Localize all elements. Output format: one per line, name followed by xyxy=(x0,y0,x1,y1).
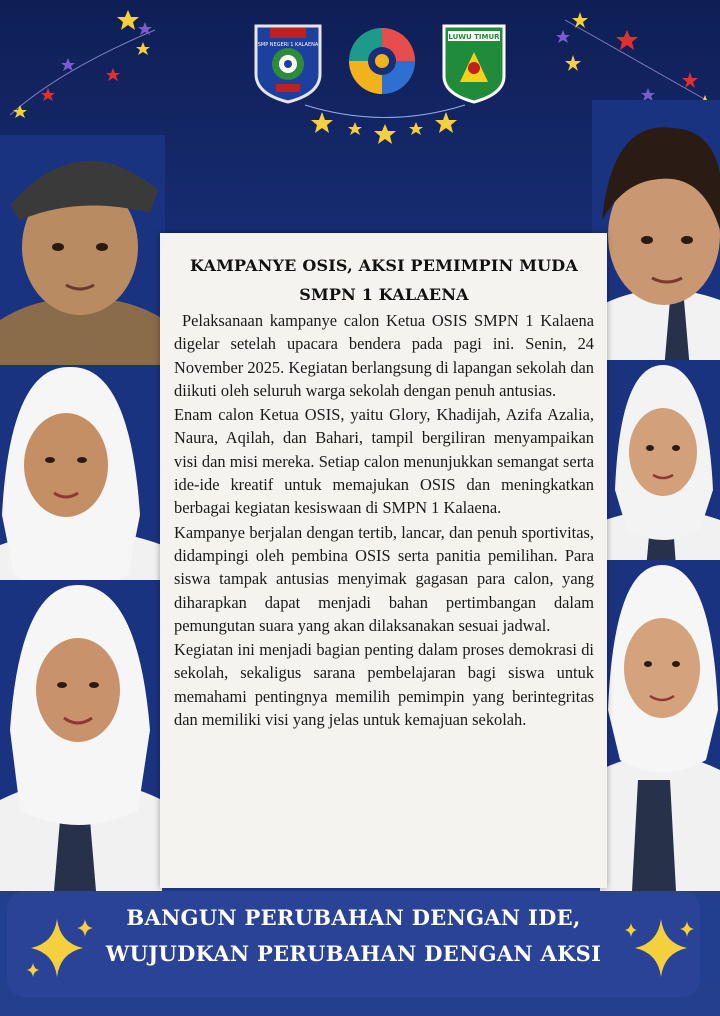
candidate-photo-scout xyxy=(0,135,165,380)
article-title xyxy=(174,251,594,309)
candidate-photo-girl-right-bottom xyxy=(600,560,720,891)
school-logo xyxy=(252,22,324,104)
candidate-photo-boy-right xyxy=(592,100,720,370)
article-paragraph: Pelaksanaan kampanye calon Ketua OSIS SMPN 1 Kalaena digelar setelah upacara bendera pada pagi ini. Senin, 24 November 2025. Kegiatan berlangsung di lapangan sekolah dan diikuti oleh seluruh warga sekolah dengan penuh antusias. xyxy=(174,311,594,400)
osis-logo xyxy=(345,24,419,98)
candidate-photo-girl-left-top xyxy=(0,365,162,615)
star-icon xyxy=(311,112,333,133)
article-paragraph: Kampanye berjalan dengan tertib, lancar, dan penuh sportivitas, didampingi oleh pembina OSIS serta panitia pemilihan. Para siswa tampak antusias menyimak gagasan para calon, yang diharapkan dapat menjadi bahan pertimbangan dalam pemungutan suara yang akan dilaksanakan sesuai jadwal. xyxy=(174,522,594,635)
article-title-line1: KAMPANYE OSIS, AKSI PEMIMPIN MUDA xyxy=(190,256,578,275)
star-icon xyxy=(435,112,457,133)
star-icon xyxy=(409,122,423,135)
star-icon xyxy=(374,124,396,144)
article-title-line2: SMPN 1 KALAENA xyxy=(299,285,469,304)
svg-text:SMP NEGERI 1 KALAENA: SMP NEGERI 1 KALAENA xyxy=(257,42,319,48)
article-card xyxy=(160,233,607,888)
star-icon xyxy=(348,122,362,135)
svg-text:LUWU TIMUR: LUWU TIMUR xyxy=(448,33,500,41)
luwu-timur-logo xyxy=(440,22,508,104)
candidate-photo-girl-right-mid xyxy=(605,360,720,580)
candidate-photo-girl-left-bottom xyxy=(0,580,162,891)
slogan-banner xyxy=(7,891,700,997)
logos-row xyxy=(0,22,720,112)
star-arc xyxy=(300,100,470,150)
article-paragraph: Enam calon Ketua OSIS, yaitu Glory, Khadijah, Azifa Azalia, Naura, Aqilah, dan Bahari, tampil bergiliran menyampaikan visi dan misi mereka. Setiap calon menunjukkan semangat serta ide-ide kreatif untuk memajukan OSIS dan meningkatkan berbagai kegiatan kesiswaan di SMPN 1 Kalaena. xyxy=(174,405,594,518)
article-paragraph: Kegiatan ini menjadi bagian penting dalam proses demokrasi di sekolah, sekaligus sarana pembelajaran bagi siswa untuk memahami pentingnya memilih pemimpin yang berintegritas dan memiliki visi yang jelas untuk kemajuan sekolah. xyxy=(174,640,594,730)
slogan-line2: WUJUDKAN PERUBAHAN DENGAN AKSI xyxy=(105,941,602,966)
slogan-line1: BANGUN PERUBAHAN DENGAN IDE, xyxy=(126,905,581,930)
